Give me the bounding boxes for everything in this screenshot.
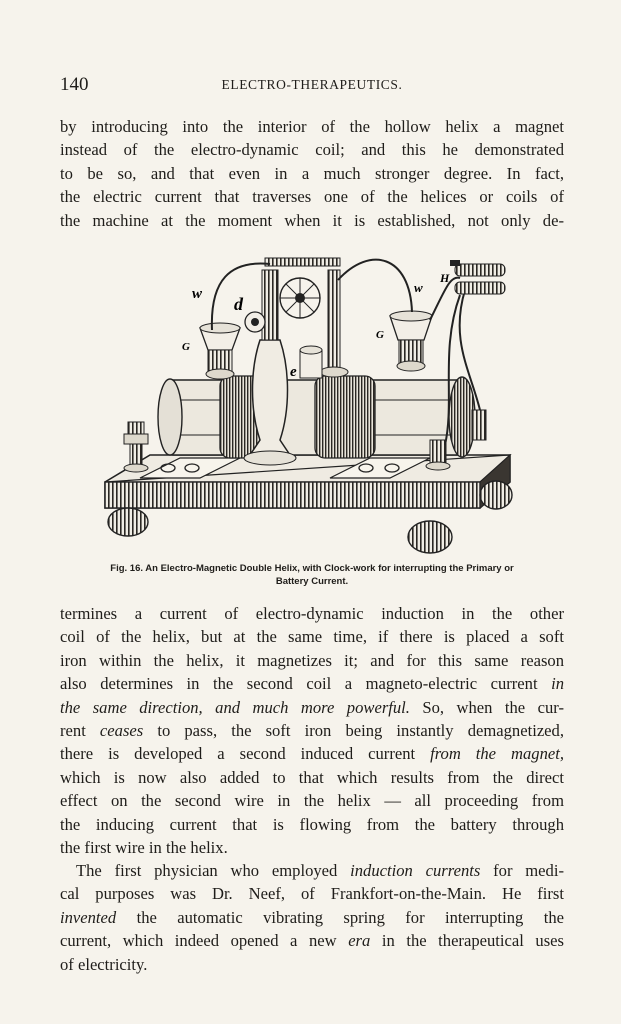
italic-run: in (551, 674, 564, 694)
label-h: H (440, 271, 450, 285)
text-run: for medi- (480, 861, 564, 880)
italic-run: induction currents (350, 861, 481, 880)
double-helix-coils-shape (158, 376, 475, 458)
label-g-right: G (376, 329, 384, 341)
text-line (60, 672, 564, 695)
text-line: the inducing current that is flowing from the battery through (60, 814, 564, 834)
text-line: of electricity. (60, 954, 148, 974)
text-line: termines a current of electro-dynamic induction in the other (60, 604, 564, 623)
text-line: to be so, and that even in a much stronger degree. In fact, (60, 163, 564, 183)
text-line (60, 742, 564, 765)
text-run: also determines in the second coil a magneto-electric current (60, 674, 552, 694)
label-d: d (234, 294, 243, 314)
italic-run: ceases (99, 721, 144, 741)
electro-magnetic-helix-illustration (100, 250, 520, 555)
paragraph-middle (60, 602, 564, 859)
italic-run: invented (60, 907, 117, 927)
caption-line: Fig. 16. An Electro-Magnetic Double Helix, with Clock-work for interrupting the Primary or (110, 563, 514, 574)
base-board-shape (105, 455, 510, 508)
italic-run: the same direction, and much more powerful. (60, 697, 410, 717)
page-header (60, 74, 564, 98)
text-run: to pass, the soft iron being instantly demagnetized, (143, 721, 564, 741)
foot-left-shape (108, 508, 148, 536)
text-line: iron within the helix, it magnetizes it; and for this same reason (60, 650, 564, 670)
text-run: current, which indeed opened a new (60, 931, 349, 951)
text-line: the electric current that traverses one of the helices or coils of (60, 187, 564, 207)
italic-run: era (348, 931, 371, 951)
text-line (60, 696, 564, 719)
text-run: the automatic vibrating spring for interrupting the (116, 907, 564, 927)
text-run: So, when the cur- (409, 697, 564, 717)
running-title: ELECTRO-THERAPEUTICS. (221, 77, 403, 92)
paragraph-top (60, 115, 564, 232)
text-line: instead of the electro-dynamic coil; and this he demonstrated (60, 140, 564, 160)
text-line (60, 719, 564, 742)
text-line: the first wire in the helix. (60, 838, 228, 858)
text-run: rent (60, 721, 100, 741)
second-pillar-shape (300, 270, 348, 378)
caption-line: Battery Current. (275, 576, 349, 587)
text-line: by introducing into the interior of the hollow helix a magnet (60, 117, 564, 136)
cup-left-shape (200, 323, 240, 379)
label-g-left: G (182, 341, 190, 353)
label-w-left: w (192, 286, 203, 302)
text-line: which is now also added to that which results from the direct (60, 767, 564, 787)
page-number: 140 (60, 74, 89, 95)
text-line: the machine at the moment when it is established, not only de- (60, 210, 564, 230)
clockwork-wheel-shape (280, 278, 320, 318)
text-run: in the therapeutical uses (370, 931, 564, 951)
text-line (60, 929, 564, 952)
foot-center-shape (408, 521, 452, 553)
wire-right-shape (338, 260, 412, 312)
cup-right-shape (390, 311, 432, 371)
text-line (60, 906, 564, 929)
text-line: effect on the second wire in the helix — all proceeding from (60, 791, 564, 811)
figure-caption (60, 562, 564, 588)
text-line (60, 859, 564, 882)
label-w-right: w (414, 280, 423, 295)
text-line: cal purposes was Dr. Neef, of Frankfort-on-the-Main. He first (60, 884, 564, 904)
text-run: The first physician who employed (76, 861, 351, 880)
paragraph-last (60, 859, 564, 976)
label-e: e (290, 364, 297, 380)
text-run: there is developed a second induced current (60, 744, 431, 764)
foot-right-shape (480, 481, 512, 509)
text-line: coil of the helix, but at the same time, if there is placed a soft (60, 627, 564, 647)
italic-run: from the magnet, (430, 744, 564, 764)
